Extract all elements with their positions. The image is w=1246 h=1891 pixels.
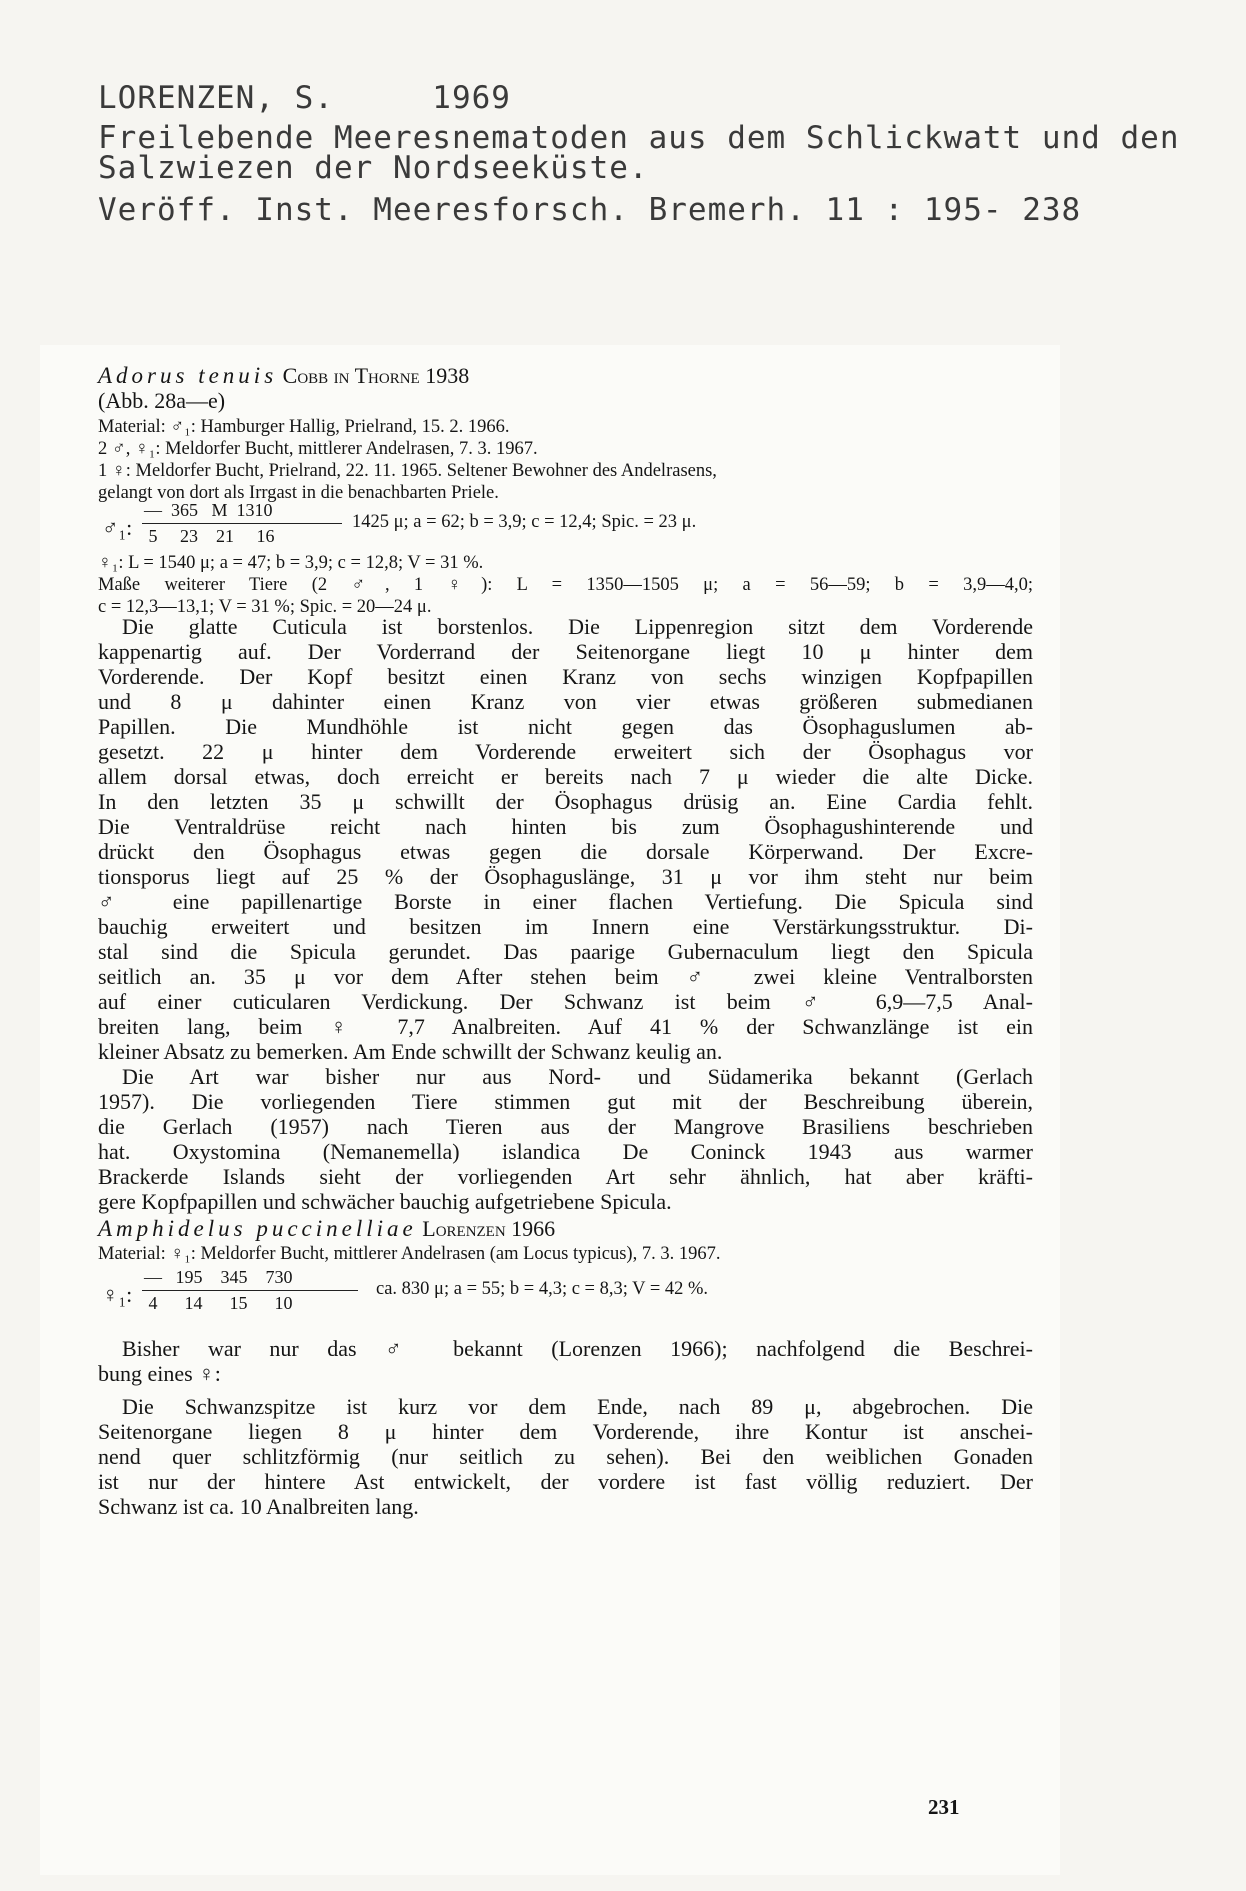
citation-author-year: LORENZEN, S. 1969 [98, 80, 511, 116]
species-heading-1 [98, 362, 469, 390]
page-number: 231 [928, 1795, 960, 1819]
text-line: Die Schwanzspitze ist kurz vor dem Ende, nach 89 μ, abgebrochen. Die [122, 1394, 1033, 1419]
text-line: breiten lang, beim ♀ 7,7 Analbreiten. Auf 41 % der Schwanzlänge ist ein [98, 1014, 1033, 1039]
species-heading-2 [98, 1215, 555, 1243]
text-line: gesetzt. 22 μ hinter dem Vorderende erweitert sich der Ösophagus vor [98, 739, 1033, 764]
text-line: Vorderende. Der Kopf besitzt einen Kranz von sechs winzigen Kopfpapillen [98, 664, 1033, 689]
species-name: Adorus tenuis [98, 363, 278, 388]
text-line: In den letzten 35 μ schwillt der Ösophagus drüsig an. Eine Cardia fehlt. [98, 789, 1033, 814]
formula-values: ca. 830 μ; a = 55; b = 4,3; c = 8,3; V = 42 %. [376, 1279, 709, 1299]
text-line: Die Ventraldrüse reicht nach hinten bis zum Ösophagushinterende und [98, 814, 1033, 839]
formula-denominator: 5 23 21 16 [144, 526, 275, 546]
text-line: Papillen. Die Mundhöhle ist nicht gegen das Ösophaguslumen ab- [98, 714, 1033, 739]
material-line: 2 ♂, ♀₁: Meldorfer Bucht, mittlerer Andelrasen, 7. 3. 1967. [98, 439, 538, 459]
material-line: Material: ♂₁: Hamburger Hallig, Prielrand, 15. 2. 1966. [98, 417, 510, 437]
fraction-bar [142, 523, 342, 524]
citation-journal: Veröff. Inst. Meeresforsch. Bremerh. 11 : 195- 238 [98, 192, 1082, 228]
formula-label: ♀₁: [102, 1282, 133, 1307]
text-line: Schwanz ist ca. 10 Analbreiten lang. [98, 1494, 419, 1519]
text-line: allem dorsal etwas, doch erreicht er bereits nach 7 μ wieder die alte Dicke. [98, 764, 1033, 789]
text-line: ♂ eine papillenartige Borste in einer flachen Vertiefung. Die Spicula sind [98, 889, 1033, 914]
measurements-line: Maße weiterer Tiere (2 ♂, 1 ♀): L = 1350—1505 μ; a = 56—59; b = 3,9—4,0; [98, 575, 1033, 595]
text-line: Die glatte Cuticula ist borstenlos. Die Lippenregion sitzt dem Vorderende [122, 614, 1033, 639]
text-line: nend quer schlitzförmig (nur seitlich zu sehen). Bei den weiblichen Gonaden [98, 1444, 1033, 1469]
fraction-bar [142, 1290, 358, 1291]
species-author: Cobb in Thorne 1938 [277, 363, 470, 388]
text-line: kleiner Absatz zu bemerken. Am Ende schwillt der Schwanz keulig an. [98, 1039, 723, 1064]
text-line: tionsporus liegt auf 25 % der Ösophaguslänge, 31 μ vor ihm steht nur beim [98, 864, 1033, 889]
text-line: die Gerlach (1957) nach Tieren aus der Mangrove Brasiliens beschrieben [98, 1114, 1033, 1139]
text-line: kappenartig auf. Der Vorderrand der Seitenorgane liegt 10 μ hinter dem [98, 639, 1033, 664]
text-line: 1957). Die vorliegenden Tiere stimmen gut mit der Beschreibung überein, [98, 1089, 1033, 1114]
text-line: drückt den Ösophagus etwas gegen die dorsale Körperwand. Der Excre- [98, 839, 1033, 864]
species-author: Lorenzen 1966 [416, 1216, 556, 1241]
text-line: Seitenorgane liegen 8 μ hinter dem Vorderende, ihre Kontur ist anschei- [98, 1419, 1033, 1444]
female-measurements: ♀₁: L = 1540 μ; a = 47; b = 3,9; c = 12,8; V = 31 %. [98, 553, 484, 573]
formula-denominator: 4 14 15 10 [144, 1293, 293, 1313]
measurements-line: c = 12,3—13,1; V = 31 %; Spic. = 20—24 μ. [98, 597, 432, 617]
text-line: stal sind die Spicula gerundet. Das paarige Gubernaculum liegt den Spicula [98, 939, 1033, 964]
text-line: auf einer cuticularen Verdickung. Der Schwanz ist beim ♂ 6,9—7,5 Anal- [98, 989, 1033, 1014]
text-line: gere Kopfpapillen und schwächer bauchig aufgetriebene Spicula. [98, 1189, 672, 1214]
pasted-page [40, 345, 1060, 1875]
text-line: und 8 μ dahinter einen Kranz von vier etwas größeren submedianen [98, 689, 1033, 714]
formula-numerator: — 195 345 730 [144, 1267, 293, 1287]
species-name: Amphidelus puccinelliae [98, 1216, 417, 1241]
text-line: ist nur der hintere Ast entwickelt, der vordere ist fast völlig reduziert. Der [98, 1469, 1033, 1494]
citation-title-line1: Freilebende Meeresnematoden aus dem Schlickwatt und den [98, 120, 1180, 156]
figure-reference: (Abb. 28a—e) [98, 388, 226, 413]
formula-label: ♂₁: [102, 515, 133, 540]
text-line: bung eines ♀: [98, 1361, 221, 1386]
material-line: Material: ♀₁: Meldorfer Bucht, mittlerer Andelrasen (am Locus typicus), 7. 3. 1967. [98, 1244, 721, 1264]
material-line: gelangt von dort als Irrgast in die benachbarten Priele. [98, 483, 499, 503]
text-line: Bisher war nur das ♂ bekannt (Lorenzen 1966); nachfolgend die Beschrei- [122, 1336, 1033, 1361]
text-line: hat. Oxystomina (Nemanemella) islandica De Coninck 1943 aus warmer [98, 1139, 1033, 1164]
text-line: seitlich an. 35 μ vor dem After stehen beim ♂ zwei kleine Ventralborsten [98, 964, 1033, 989]
text-line: Brackerde Islands sieht der vorliegenden Art sehr ähnlich, hat aber kräfti- [98, 1164, 1033, 1189]
text-line: bauchig erweitert und besitzen im Innern eine Verstärkungsstruktur. Di- [98, 914, 1033, 939]
formula-values: 1425 μ; a = 62; b = 3,9; c = 12,4; Spic. = 23 μ. [352, 512, 697, 532]
citation-title-line2: Salzwiezen der Nordseeküste. [98, 150, 649, 186]
text-line: Die Art war bisher nur aus Nord- und Südamerika bekannt (Gerlach [122, 1064, 1033, 1089]
formula-numerator: — 365 M 1310 [144, 500, 273, 520]
material-line: 1 ♀: Meldorfer Bucht, Prielrand, 22. 11. 1965. Seltener Bewohner des Andelrasens, [98, 461, 717, 481]
